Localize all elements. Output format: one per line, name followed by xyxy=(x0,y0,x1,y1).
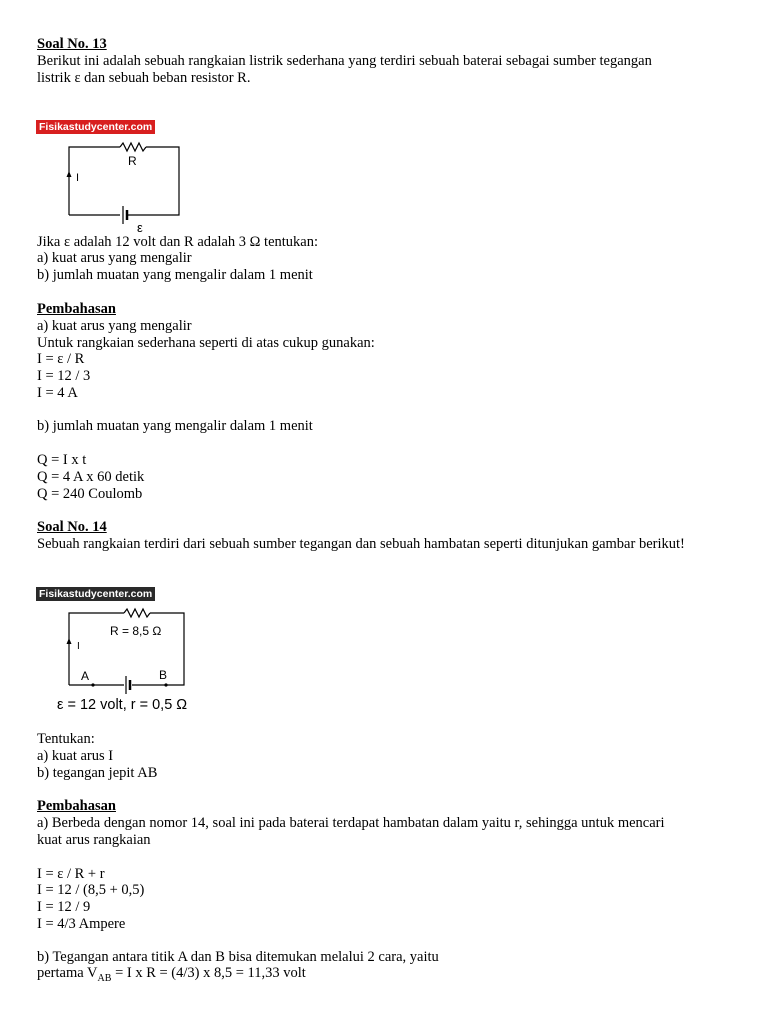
point-a-label: A xyxy=(81,669,90,683)
equation-line: I = ε / R + r xyxy=(37,866,105,882)
soal-14-tentukan: Tentukan: xyxy=(37,731,95,747)
watermark-logo-14: Fisikastudycenter.com xyxy=(36,587,155,601)
vab-rest: = I x R = (4/3) x 8,5 = 11,33 volt xyxy=(111,965,306,981)
vab-subscript: AB xyxy=(97,972,112,984)
pembahasan-14-title: Pembahasan xyxy=(37,798,116,814)
watermark-logo-13: Fisikastudycenter.com xyxy=(36,120,155,134)
resistor-zigzag xyxy=(124,609,150,617)
current-label: I xyxy=(76,172,80,184)
pembahasan-13-intro: Untuk rangkaian sederhana seperti di atas cukup gunakan: xyxy=(37,335,375,351)
circuit-diagram-14 xyxy=(57,605,230,715)
soal-13-question-b: b) jumlah muatan yang mengalir dalam 1 menit xyxy=(37,267,313,283)
soal-13-question: Jika ε adalah 12 volt dan R adalah 3 Ω tentukan: xyxy=(37,234,319,250)
resistor-label: R xyxy=(128,154,137,168)
pembahasan-14-a-line-1: a) Berbeda dengan nomor 14, soal ini pada baterai terdapat hambatan dalam yaitu r, sehingga untuk mencari xyxy=(37,815,665,831)
current-arrow-icon xyxy=(67,171,72,177)
point-b-label: B xyxy=(159,668,168,682)
soal-14-question-a: a) kuat arus I xyxy=(37,748,114,764)
soal-14-text-line-1: Sebuah rangkaian terdiri dari sebuah sumber tegangan dan sebuah hambatan seperti ditunjukan gambar berikut! xyxy=(37,536,685,552)
circuit-diagram-13 xyxy=(60,140,190,235)
resistor-label: R = 8,5 Ω xyxy=(110,624,162,638)
soal-13-text-line-2: listrik ε dan sebuah beban resistor R. xyxy=(37,70,251,86)
equation-line: Q = I x t xyxy=(37,452,87,468)
soal-14-question-b: b) tegangan jepit AB xyxy=(37,765,158,781)
equation-line: I = 12 / 3 xyxy=(37,368,91,384)
equation-line: I = 4/3 Ampere xyxy=(37,916,126,932)
current-arrow-icon xyxy=(67,638,72,644)
equation-line: I = ε / R xyxy=(37,351,85,367)
vab-prefix: pertama V xyxy=(37,965,98,981)
equation-line: I = 4 A xyxy=(37,385,78,401)
resistor-zigzag xyxy=(120,143,146,151)
equation-line: Q = 240 Coulomb xyxy=(37,486,143,502)
battery-label: ε xyxy=(137,220,143,235)
pembahasan-13-b-heading: b) jumlah muatan yang mengalir dalam 1 menit xyxy=(37,418,313,434)
current-label: I xyxy=(77,641,80,652)
pembahasan-14-b-line-2 xyxy=(37,965,306,987)
equation-line: I = 12 / 9 xyxy=(37,899,91,915)
pembahasan-14-a-line-2: kuat arus rangkaian xyxy=(37,832,151,848)
soal-13-question-a: a) kuat arus yang mengalir xyxy=(37,250,192,266)
soal-13-text-line-1: Berikut ini adalah sebuah rangkaian listrik sederhana yang terdiri sebuah baterai sebagai sumber tegangan xyxy=(37,53,652,69)
pembahasan-14-b-line-1: b) Tegangan antara titik A dan B bisa ditemukan melalui 2 cara, yaitu xyxy=(37,949,439,965)
pembahasan-13-title: Pembahasan xyxy=(37,301,116,317)
soal-13-title: Soal No. 13 xyxy=(37,36,107,52)
source-label: ε = 12 volt, r = 0,5 Ω xyxy=(57,697,188,713)
soal-14-title: Soal No. 14 xyxy=(37,519,107,535)
pembahasan-13-a-heading: a) kuat arus yang mengalir xyxy=(37,318,192,334)
equation-line: I = 12 / (8,5 + 0,5) xyxy=(37,882,145,898)
point-a-dot xyxy=(91,683,94,686)
point-b-dot xyxy=(164,683,167,686)
equation-line: Q = 4 A x 60 detik xyxy=(37,469,145,485)
